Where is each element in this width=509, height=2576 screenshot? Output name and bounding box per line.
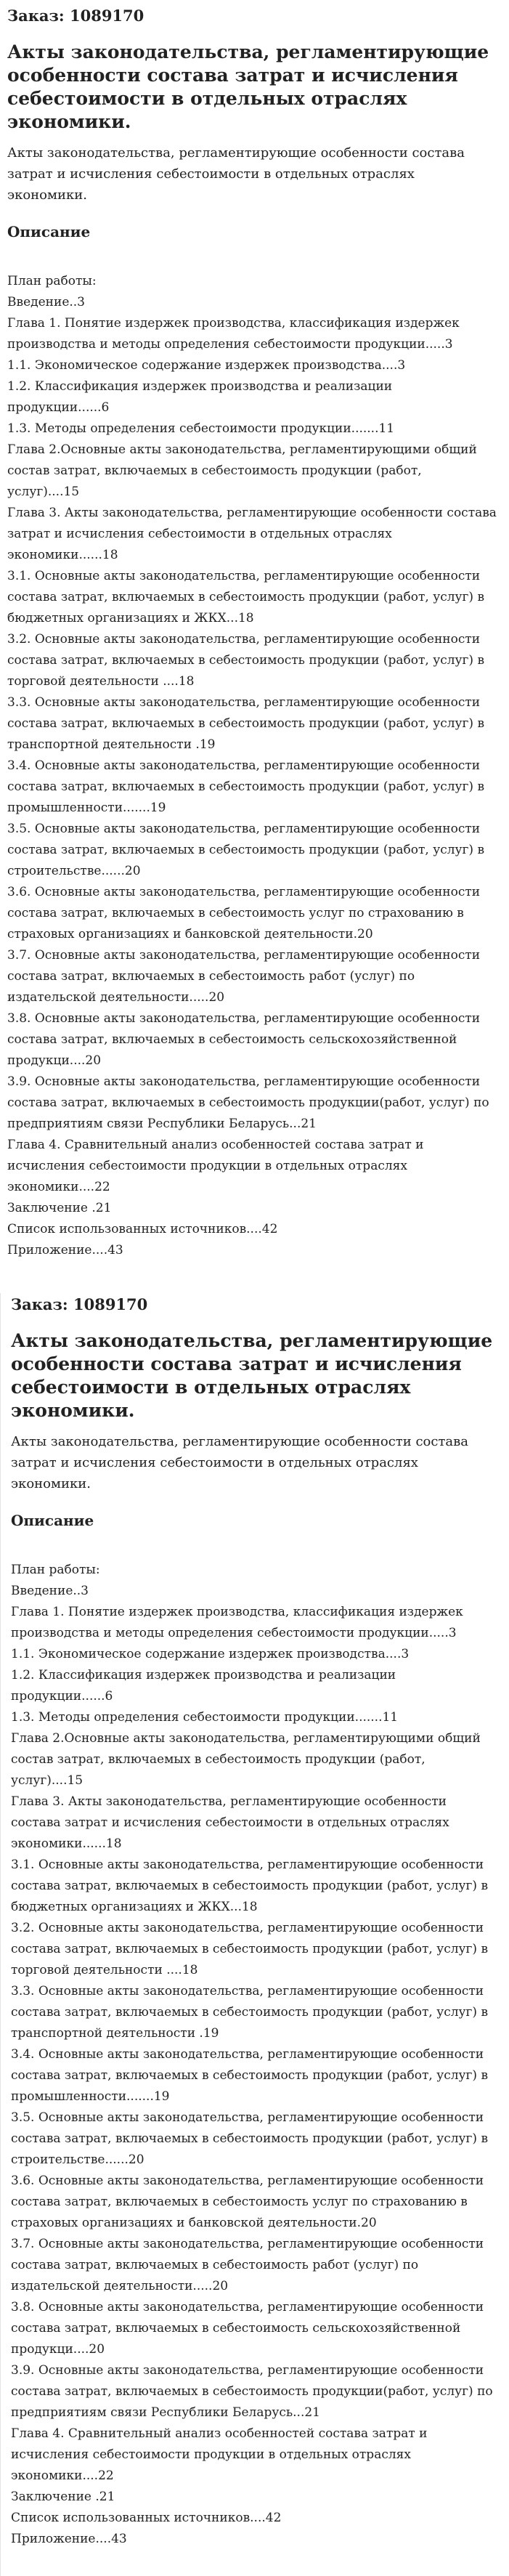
plan-line: 3.2. Основные акты законодательства, регламентирующие особенности состава затрат, включаемых в себестоимость продукции (работ, услуг) в торговой деятельности ....18 (7, 632, 485, 689)
plan-line: План работы: (7, 274, 97, 288)
plan-line: 3.7. Основные акты законодательства, регламентирующие особенности состава затрат, включаемых в себестоимость работ (услуг) по издательской деятельности.....20 (7, 948, 481, 1005)
plan-line: 3.4. Основные акты законодательства, регламентирующие особенности состава затрат, включаемых в себестоимость продукции (работ, услуг) в промышленности.......19 (11, 2047, 489, 2104)
order-number: Заказ: 1089170 (7, 7, 144, 25)
plan-line: 1.1. Экономическое содержание издержек производства....3 (11, 1647, 410, 1661)
plan-line: 1.3. Методы определения себестоимости продукции.......11 (11, 1710, 399, 1725)
plan-line: 3.5. Основные акты законодательства, регламентирующие особенности состава затрат, включаемых в себестоимость продукции (работ, услуг) в строительстве......20 (7, 822, 485, 878)
plan-line: Список использованных источников....42 (11, 2511, 282, 2525)
plan-line: 1.1. Экономическое содержание издержек производства....3 (7, 358, 406, 373)
order-title: Акты законодательства, регламентирующие особенности состава затрат и исчисления себестоимости в отдельных отраслях экономики. (11, 1330, 493, 1421)
plan-line: 3.8. Основные акты законодательства, регламентирующие особенности состава затрат, включаемых в себестоимость сельскохозяйственной продукци....20 (11, 2300, 484, 2357)
plan-line: Глава 2.Основные акты законодательства, регламентирующими общий состав затрат, включаемых в себестоимость продукции (работ, услуг)....15 (7, 442, 477, 499)
plan-line: 3.3. Основные акты законодательства, регламентирующие особенности состава затрат, включаемых в себестоимость продукции (работ, услуг) в транспортной деятельности .19 (7, 695, 485, 752)
work-plan (7, 271, 497, 1261)
plan-line: Приложение....43 (11, 2532, 127, 2546)
plan-line: Список использованных источников....42 (7, 1222, 278, 1236)
order-card-2 (0, 1293, 509, 2576)
plan-line: Введение..3 (7, 295, 85, 309)
plan-line: 1.2. Классификация издержек производства и реализации продукции......6 (7, 379, 393, 415)
order-card-1 (0, 0, 509, 1257)
plan-line: Глава 2.Основные акты законодательства, регламентирующими общий состав затрат, включаемых в себестоимость продукции (работ, услуг)....15 (11, 1731, 481, 1788)
description-heading: Описание (7, 223, 91, 240)
plan-line: Глава 3. Акты законодательства, регламентирующие особенности состава затрат и исчисления себестоимости в отдельных отраслях экономики......18 (11, 1794, 449, 1851)
description-heading: Описание (11, 1512, 94, 1529)
plan-line: 3.7. Основные акты законодательства, регламентирующие особенности состава затрат, включаемых в себестоимость работ (услуг) по издательской деятельности.....20 (11, 2237, 484, 2293)
plan-line: Введение..3 (11, 1584, 89, 1598)
plan-line: 1.2. Классификация издержек производства и реализации продукции......6 (11, 1668, 396, 1704)
plan-line: 3.2. Основные акты законодательства, регламентирующие особенности состава затрат, включаемых в себестоимость продукции (работ, услуг) в торговой деятельности ....18 (11, 1921, 489, 1977)
plan-line: 3.9. Основные акты законодательства, регламентирующие особенности состава затрат, включаемых в себестоимость продукции(работ, услуг) по предприятиям связи Республики Беларусь...21 (11, 2363, 493, 2420)
plan-line: План работы: (11, 1563, 100, 1577)
plan-line: Заключение .21 (11, 2490, 115, 2504)
plan-line: Приложение....43 (7, 1243, 123, 1257)
order-number: Заказ: 1089170 (11, 1295, 148, 1313)
plan-line: Глава 3. Акты законодательства, регламентирующие особенности состава затрат и исчисления себестоимости в отдельных отраслях экономики......18 (7, 506, 497, 562)
plan-line: 3.6. Основные акты законодательства, регламентирующие особенности состава затрат, включаемых в себестоимость услуг по страхованию в страховых организациях и банковской деятельности.20 (11, 2174, 484, 2230)
work-plan (11, 1560, 497, 2550)
plan-line: Глава 4. Сравнительный анализ особенностей состава затрат и исчисления себестоимости продукции в отдельных отраслях экономики....22 (7, 1138, 424, 1194)
plan-line: Глава 1. Понятие издержек производства, классификация издержек производства и методы определения себестоимости продукции.....3 (7, 316, 460, 352)
plan-line: Глава 1. Понятие издержек производства, классификация издержек производства и методы определения себестоимости продукции.....3 (11, 1605, 463, 1640)
order-subtitle: Акты законодательства, регламентирующие особенности состава затрат и исчисления себестоимости в отдельных отраслях экономики. (7, 145, 465, 203)
plan-line: 3.9. Основные акты законодательства, регламентирующие особенности состава затрат, включаемых в себестоимость продукции(работ, услуг) по предприятиям связи Республики Беларусь...21 (7, 1074, 489, 1131)
plan-line: 3.1. Основные акты законодательства, регламентирующие особенности состава затрат, включаемых в себестоимость продукции (работ, услуг) в бюджетных организациях и ЖКХ...18 (11, 1858, 489, 1914)
plan-line: 3.3. Основные акты законодательства, регламентирующие особенности состава затрат, включаемых в себестоимость продукции (работ, услуг) в транспортной деятельности .19 (11, 1984, 489, 2041)
order-title: Акты законодательства, регламентирующие особенности состава затрат и исчисления себестоимости в отдельных отраслях экономики. (7, 41, 489, 132)
plan-line: 3.8. Основные акты законодательства, регламентирующие особенности состава затрат, включаемых в себестоимость сельскохозяйственной продукци....20 (7, 1011, 481, 1068)
plan-line: 3.6. Основные акты законодательства, регламентирующие особенности состава затрат, включаемых в себестоимость услуг по страхованию в страховых организациях и банковской деятельности.20 (7, 885, 481, 941)
plan-line: 3.4. Основные акты законодательства, регламентирующие особенности состава затрат, включаемых в себестоимость продукции (работ, услуг) в промышленности.......19 (7, 758, 485, 815)
order-subtitle: Акты законодательства, регламентирующие особенности состава затрат и исчисления себестоимости в отдельных отраслях экономики. (11, 1434, 469, 1491)
plan-line: 3.5. Основные акты законодательства, регламентирующие особенности состава затрат, включаемых в себестоимость продукции (работ, услуг) в строительстве......20 (11, 2110, 489, 2167)
plan-line: 3.1. Основные акты законодательства, регламентирующие особенности состава затрат, включаемых в себестоимость продукции (работ, услуг) в бюджетных организациях и ЖКХ...18 (7, 569, 485, 625)
plan-line: Глава 4. Сравнительный анализ особенностей состава затрат и исчисления себестоимости продукции в отдельных отраслях экономики....22 (11, 2426, 428, 2483)
plan-line: 1.3. Методы определения себестоимости продукции.......11 (7, 421, 395, 436)
plan-line: Заключение .21 (7, 1201, 112, 1215)
